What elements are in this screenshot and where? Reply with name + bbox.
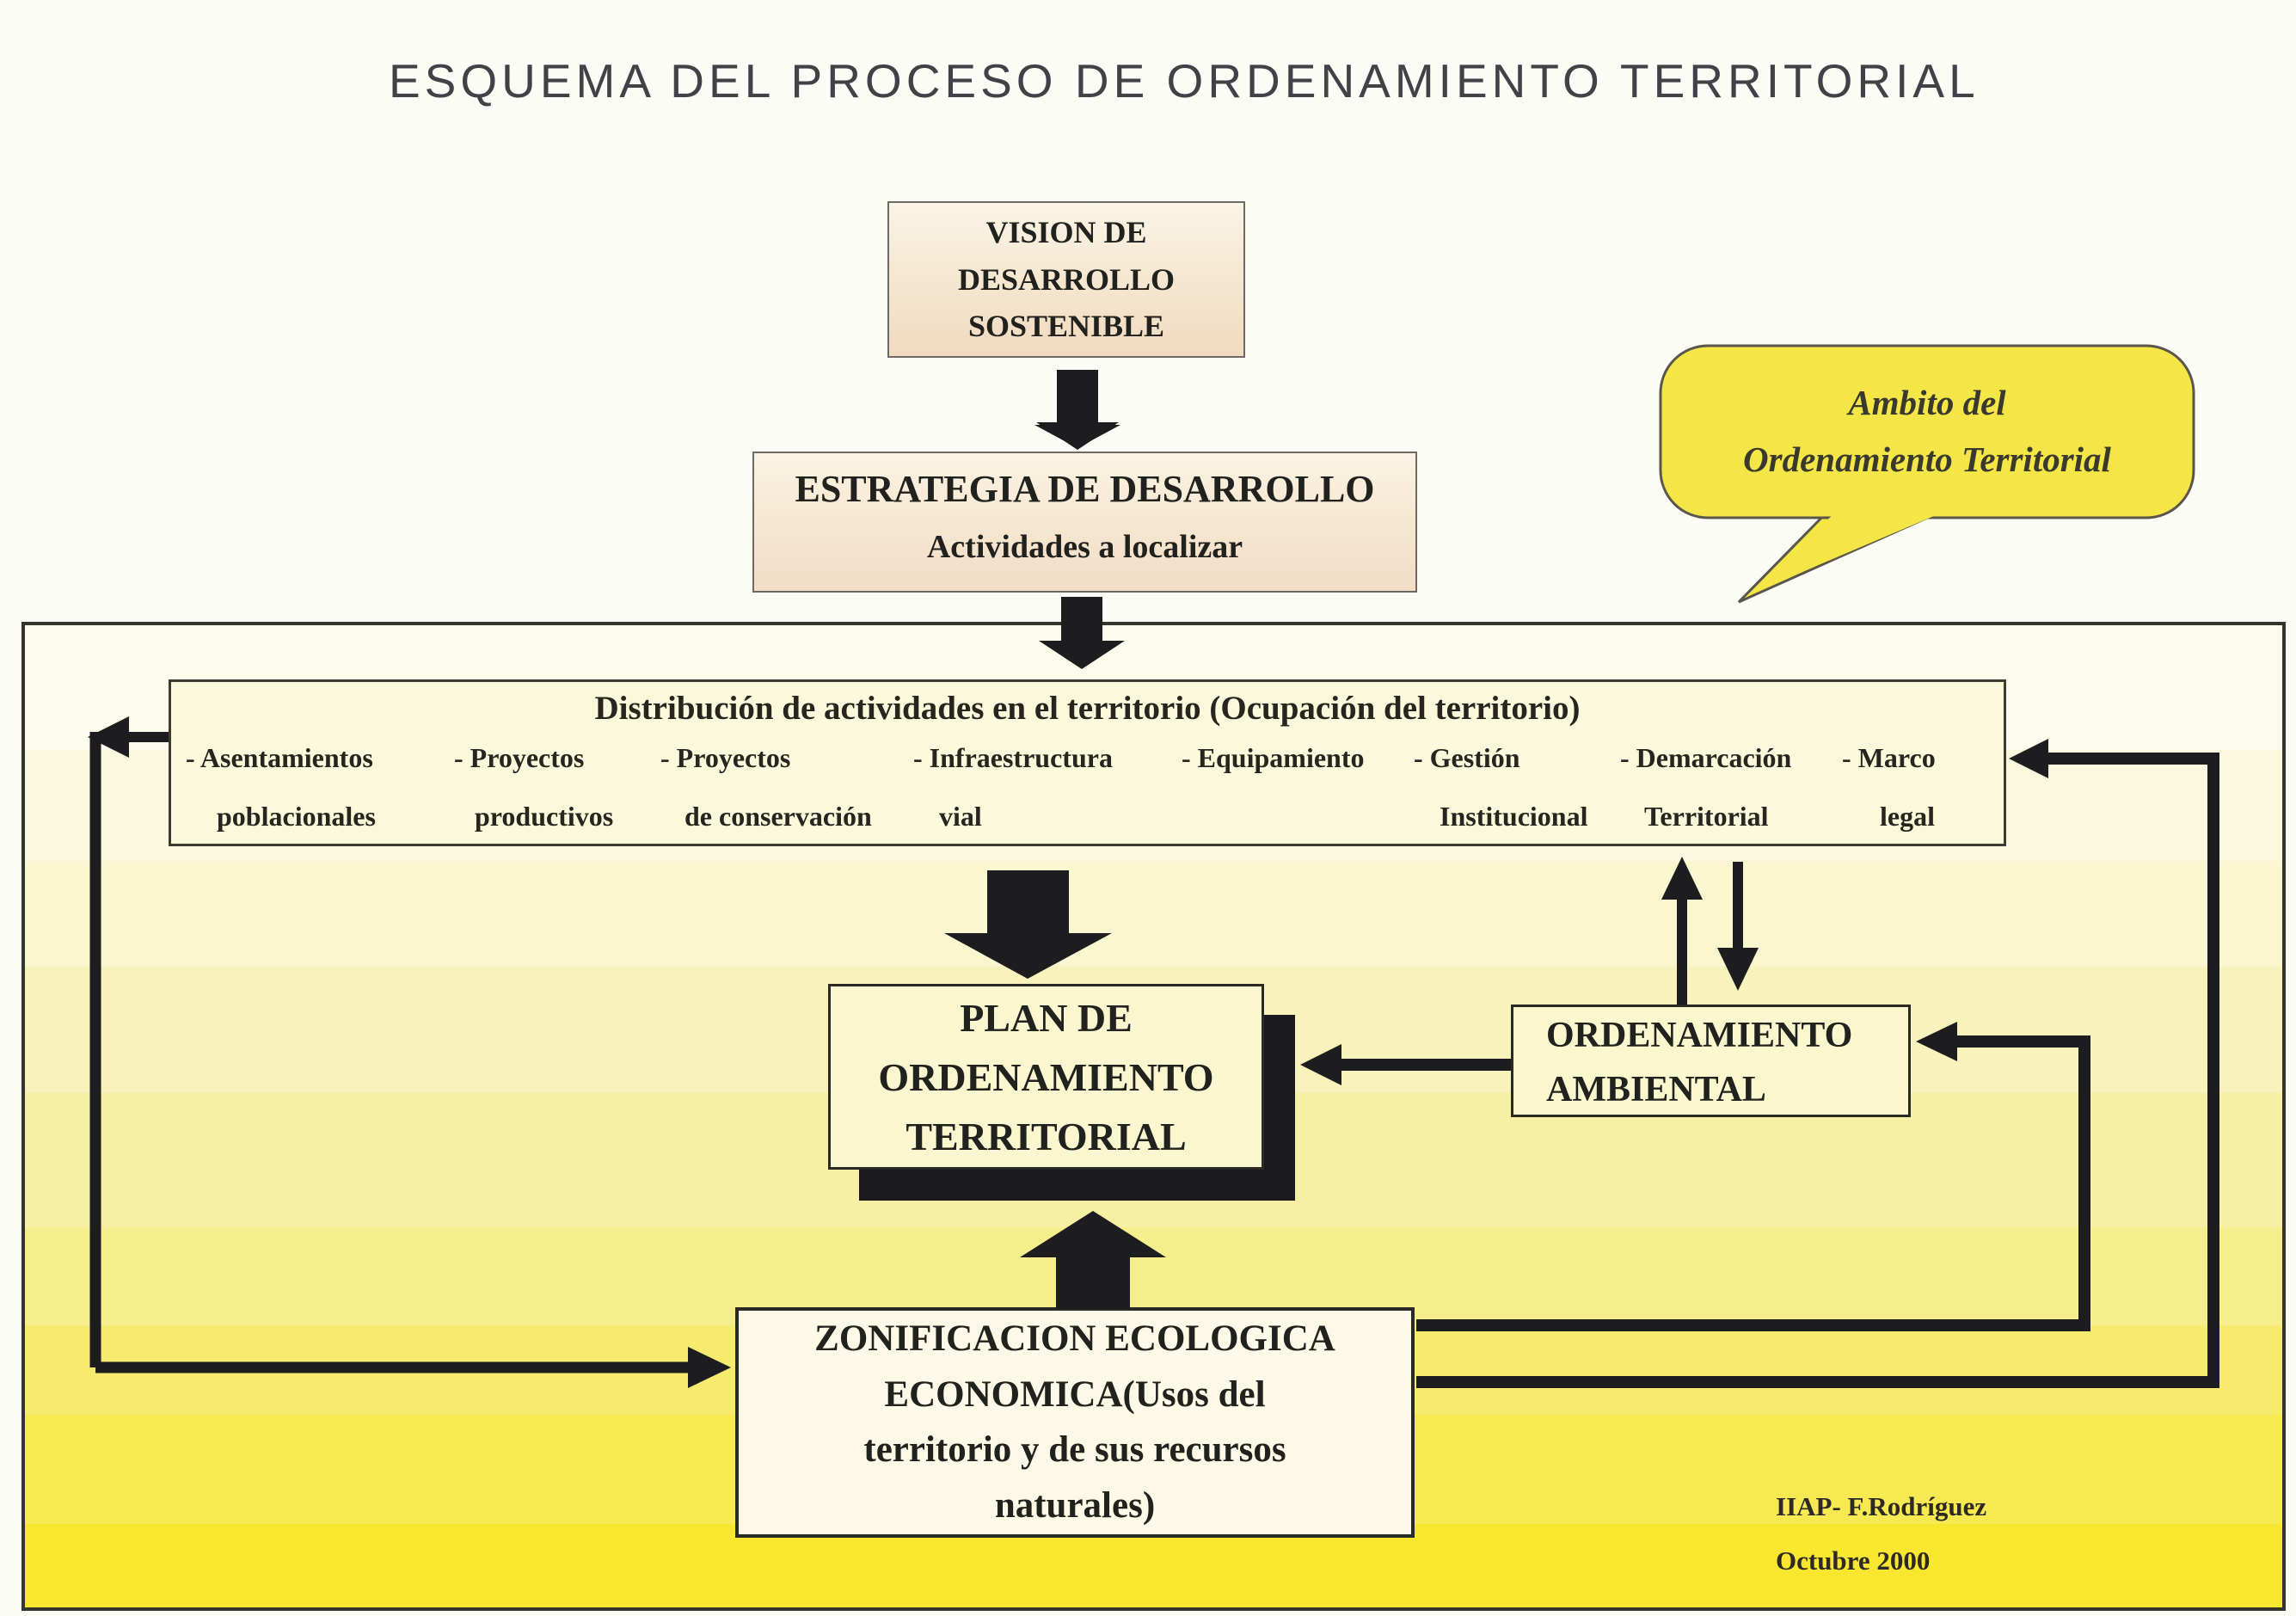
vision-line-1: VISION DE [985, 214, 1147, 249]
dist-item-infraestructura: - Infraestructura [913, 742, 1113, 773]
bubble-line-2: Ordenamiento Territorial [1743, 439, 2111, 479]
dist-item-proyectos-productivos: - Proyectos [454, 742, 585, 773]
credits-author: IIAP- F.Rodríguez [1776, 1491, 1987, 1521]
plan-line-3: TERRITORIAL [906, 1114, 1187, 1158]
vision-line-3: SOSTENIBLE [967, 309, 1165, 344]
zee-line-1: ZONIFICACION ECOLOGICA [814, 1318, 1335, 1359]
zee-line-3: territorio y de sus recursos [863, 1429, 1286, 1470]
dist-item-asentamientos-2: poblacionales [217, 801, 376, 832]
callout-bubble [1661, 346, 2194, 518]
dist-item-asentamientos: - Asentamientos [186, 742, 373, 773]
dist-item-marco-legal: - Marco [1842, 742, 1936, 773]
credits-date: Octubre 2000 [1776, 1545, 1931, 1576]
dist-item-proyectos-productivos-2: productivos [475, 801, 614, 832]
distribucion-title: Distribución de actividades en el territorio (Ocupación del territorio) [594, 690, 1581, 727]
plan-line-2: ORDENAMIENTO [878, 1054, 1214, 1099]
dist-item-gestion: - Gestión [1414, 742, 1520, 773]
bubble-line-1: Ambito del [1848, 383, 2006, 423]
dist-item-proyectos-conservacion: - Proyectos [660, 742, 791, 773]
oa-line-2: AMBIENTAL [1546, 1070, 1766, 1109]
dist-item-infraestructura-2: vial [939, 801, 982, 832]
dist-item-marco-legal-2: legal [1880, 801, 1935, 832]
dist-item-demarcacion-2: Territorial [1644, 801, 1769, 832]
oa-line-1: ORDENAMIENTO [1546, 1016, 1853, 1055]
credits [1776, 1493, 1986, 1574]
dist-item-gestion-2: Institucional [1440, 801, 1588, 832]
estrategia-title: ESTRATEGIA DE DESARROLLO [795, 468, 1375, 510]
page-title: ESQUEMA DEL PROCESO DE ORDENAMIENTO TERRITORIAL [389, 54, 1980, 108]
vision-line-2: DESARROLLO [957, 261, 1176, 297]
zee-line-4: naturales) [994, 1484, 1156, 1526]
dist-item-proyectos-conservacion-2: de conservación [685, 801, 872, 832]
zee-line-2: ECONOMICA(Usos del [884, 1373, 1266, 1415]
dist-item-equipamiento: - Equipamiento [1182, 742, 1365, 773]
dist-item-demarcacion: - Demarcación [1620, 742, 1792, 773]
estrategia-subtitle: Actividades a localizar [926, 529, 1243, 565]
plan-line-1: PLAN DE [960, 995, 1133, 1040]
